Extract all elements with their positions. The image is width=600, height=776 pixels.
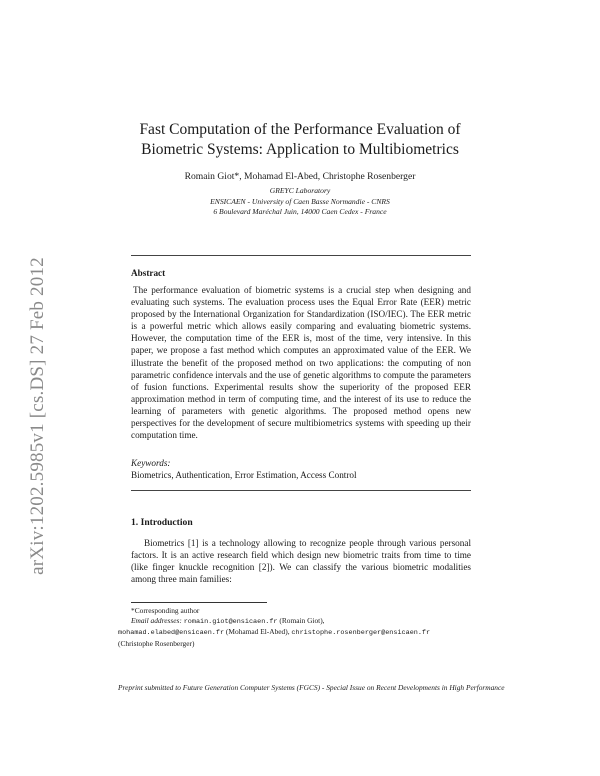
abstract-bottom-rule [131,490,471,491]
abstract-text: The performance evaluation of biometric systems is a crucial step when designing and evaluating such systems. The evaluation process uses the Equal Error Rate (EER) metric proposed by the International Organization for Standardization (ISO/IEC). The EER metric is a powerful metric which allows easily comparing and evaluating biometric systems. However, the computation time of the EER is, most of the time, very intensive. In this paper, we propose a fast method which computes an approximated value of the EER. We illustrate the benefit of the proposed method on two applications: the computing of non parametric confidence intervals and the use of genetic algorithms to compute the parameters of fusion functions. Experimental results show the superiority of the proposed EER approximation method in term of computing time, and the interest of its use to reduce the learning of parameters with genetic algorithms. The proposed method opens new perspectives for the development of secure multibiometrics systems with speeding up their computation time. [131,285,471,441]
name-rosenberger: (Christophe Rosenberger) [118,638,195,648]
email-rosenberger[interactable]: christophe.rosenberger@ensicaen.fr [291,629,431,638]
section-heading-introduction: 1. Introduction [131,517,193,528]
abstract-top-rule [131,255,471,256]
abstract-heading: Abstract [131,268,166,278]
footnote-emails-line-2 [118,627,478,639]
email-label: Email addresses: [131,615,182,625]
paper-title [100,120,500,160]
footnote [118,606,478,648]
affiliation-university: ENSICAEN - University of Caen Basse Normandie - CNRS [210,196,390,206]
affiliation-address: 6 Boulevard Maréchal Juin, 14000 Caen Cedex - France [213,207,387,216]
keywords-heading: Keywords: [131,458,171,468]
author-list: Romain Giot*, Mohamad El-Abed, Christophe Rosenberger [184,171,416,182]
email-elabed[interactable]: mohamad.elabed@ensicaen.fr [118,629,225,638]
preprint-note: Preprint submitted to Future Generation Computer Systems (FGCS) - Special Issue on Recent Developments in High Performance [118,683,505,692]
title-line-1: Fast Computation of the Performance Evaluation of [139,121,461,138]
name-giot: (Romain Giot), [279,615,325,625]
footnote-emails-line-1 [118,616,478,628]
footnote-corresponding: *Corresponding author [131,606,200,615]
email-giot[interactable]: romain.giot@ensicaen.fr [183,617,278,626]
affiliation-lab: GREYC Laboratory [269,186,331,195]
introduction-paragraph: Biometrics [1] is a technology allowing to recognize people through various personal factors. It is an active research field which design new biometric traits from time to time (like finger knuckle recognition [2]). We can classify the various biometric modalities among three main families: [131,538,471,585]
arxiv-identifier: arXiv:1202.5985v1 [cs.DS] 27 Feb 2012 [27,257,48,575]
affiliation [100,186,500,218]
footnote-rule [131,602,267,603]
name-elabed: (Mohamad El-Abed), [225,627,290,637]
title-line-2: Biometric Systems: Application to Multibiometrics [141,141,459,158]
keywords-list: Biometrics, Authentication, Error Estimation, Access Control [131,470,357,480]
